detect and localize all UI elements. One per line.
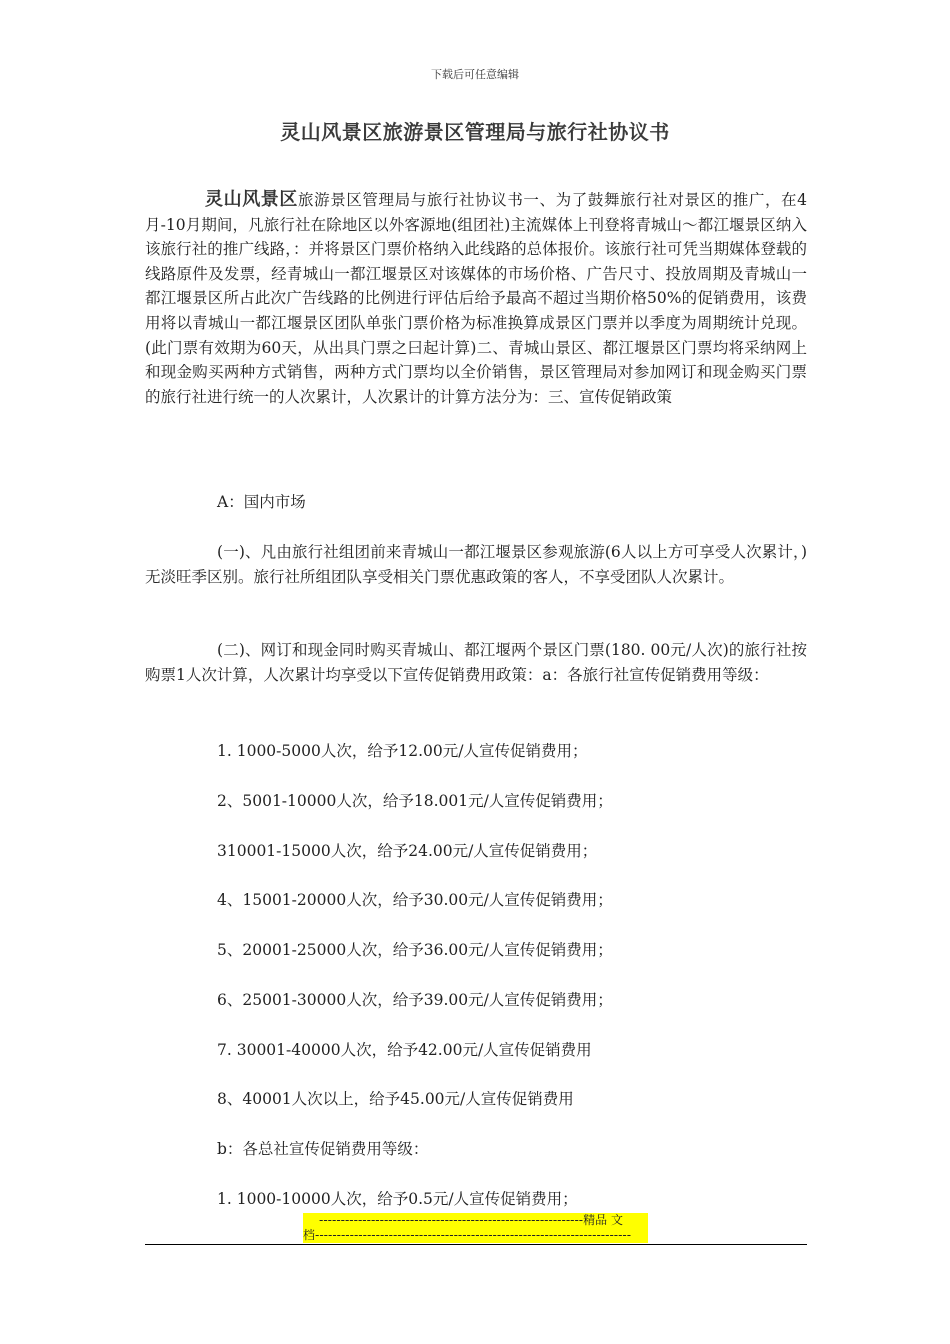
intro-paragraph xyxy=(145,188,807,409)
clause-2: (二)、网订和现金同时购买青城山、都江堰两个景区门票(180. 00元/人次)的旅行社按购票1人次计算，人次累计均享受以下宣传促销费用政策：a：各旅行社宣传促销费用等级： xyxy=(145,641,807,684)
footer-watermark-highlight xyxy=(303,1213,648,1243)
footer-line-2: 档------------------------------------------------------------------------- xyxy=(303,1228,632,1242)
tier-a-item: 2、5001-10000人次，给予18.001元/人宣传促销费用； xyxy=(217,792,613,810)
clause-1: (一)、凡由旅行社组团前来青城山一都江堰景区参观旅游(6人以上方可享受人次累计，)无淡旺季区别。旅行社所组团队享受相关门票优惠政策的客人，不享受团队人次累计。 xyxy=(145,543,807,586)
market-label: A：国内市场 xyxy=(217,493,306,511)
tier-b-item: 1. 1000-10000人次，给予0.5元/人宣传促销费用； xyxy=(217,1190,578,1208)
tier-a-item: 7. 30001-40000人次，给予42.00元/人宣传促销费用 xyxy=(217,1041,592,1059)
footer-line-1: -------------------------------------------------------------精品 文 xyxy=(319,1213,623,1227)
intro-lead: 灵山风景区 xyxy=(205,189,299,210)
tier-a-item: 310001-15000人次，给予24.00元/人宣传促销费用； xyxy=(217,842,598,860)
footer-divider xyxy=(145,1244,807,1245)
document-title: 灵山风景区旅游景区管理局与旅行社协议书 xyxy=(280,120,670,144)
intro-body: 旅游景区管理局与旅行社协议书一、为了鼓舞旅行社对景区的推广，在4月-10月期间，凡旅行社在除地区以外客源地(组团社)主流媒体上刊登将青城山～都江堰景区纳入该旅行社的推广线路，：并将景区门票价格纳入此线路的总体报价。该旅行社可凭当期媒体登载的线路原件及发票，经青城山一都江堰景区对该媒体的市场价格、广告尺寸、投放周期及青城山一都江堰景区所占此次广告线路的比例进行评估后给予最高不超过当期价格50%的促销费用，该费用将以青城山一都江堰景区团队单张门票价格为标准换算成景区门票并以季度为周期统计兑现。(此门票有效期为60天，从出具门票之曰起计算)二、青城山景区、都江堰景区门票均将采纳网上和现金购买两种方式销售，两种方式门票均以全价销售，景区管理局对参加网订和现金购买门票的旅行社进行统一的人次累计，人次累计的计算方法分为：三、宣传促销政策 xyxy=(145,191,808,406)
page-header-note: 下载后可任意编辑 xyxy=(431,68,519,81)
tier-a-item: 5、20001-25000人次，给予36.00元/人宣传促销费用； xyxy=(217,941,613,959)
tier-a-item: 1. 1000-5000人次，给予12.00元/人宣传促销费用； xyxy=(217,742,588,760)
tier-a-item: 6、25001-30000人次，给予39.00元/人宣传促销费用； xyxy=(217,991,613,1009)
tier-b-label: b：各总社宣传促销费用等级： xyxy=(217,1140,429,1158)
tier-a-item: 8、40001人次以上，给予45.00元/人宣传促销费用 xyxy=(217,1090,574,1108)
tier-a-item: 4、15001-20000人次，给予30.00元/人宣传促销费用； xyxy=(217,891,613,909)
